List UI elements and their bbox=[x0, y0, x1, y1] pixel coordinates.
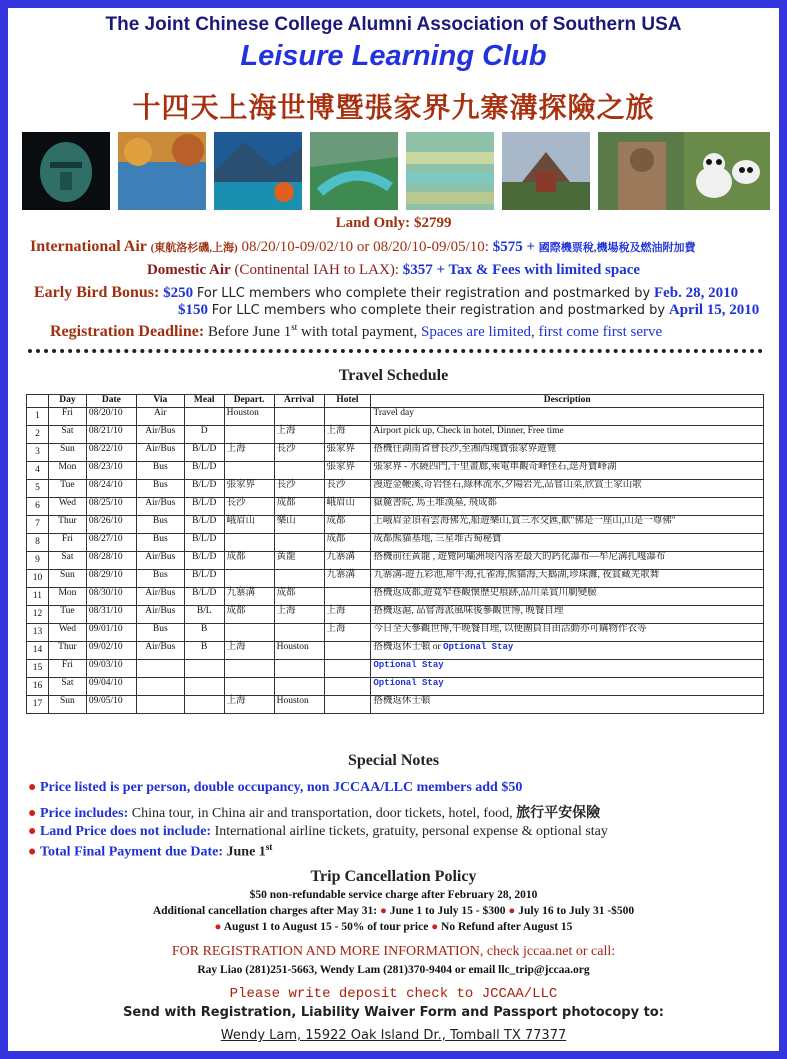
table-row bbox=[27, 408, 764, 426]
mask-photo bbox=[22, 132, 110, 210]
dom-price: $357 + Tax & Fees with limited space bbox=[402, 262, 641, 278]
registration-contacts: Ray Liao (281)251-5663, Wendy Lam (281)370-9404 or email llc_trip@jccaa.org bbox=[197, 964, 590, 976]
early-date2: April 15, 2010 bbox=[668, 302, 760, 318]
row-num: 15 bbox=[27, 660, 49, 678]
early-amt2: $150 bbox=[178, 302, 208, 318]
row-date: 08/24/10 bbox=[86, 480, 136, 498]
desc-text: 搭機返成都,遊寬窄巷觀懷歷史痕跡,品川菜賞川劇變臉 bbox=[373, 588, 597, 598]
intl-dates: 08/20/10-09/02/10 or 08/20/10-09/05/10: bbox=[241, 239, 489, 255]
table-row bbox=[27, 570, 764, 588]
row-description bbox=[371, 624, 764, 642]
col-meal: Meal bbox=[184, 395, 224, 408]
row-meal: D bbox=[184, 426, 224, 444]
early-bird-line2 bbox=[178, 302, 787, 319]
row-num: 17 bbox=[27, 696, 49, 714]
row-date: 08/25/10 bbox=[86, 498, 136, 516]
desc-text: 搭機返滬, 品嘗海派風味後參觀世博, 晚餐自理 bbox=[373, 606, 564, 616]
bullet-icon: ● bbox=[508, 905, 516, 917]
row-hotel: 張家界 bbox=[324, 462, 371, 480]
row-day: Thur bbox=[48, 516, 86, 534]
early-date1: Feb. 28, 2010 bbox=[653, 285, 739, 301]
bullet-icon: ● bbox=[28, 824, 37, 839]
row-arrival: 長沙 bbox=[274, 480, 324, 498]
row-num: 11 bbox=[27, 588, 49, 606]
mailing-address bbox=[8, 1028, 779, 1043]
row-day: Mon bbox=[48, 588, 86, 606]
row-num: 12 bbox=[27, 606, 49, 624]
deadline-text2: with total payment, bbox=[301, 324, 418, 340]
row-num: 6 bbox=[27, 498, 49, 516]
row-via: Air/Bus bbox=[136, 552, 184, 570]
bullet-icon: ● bbox=[28, 806, 37, 821]
row-arrival bbox=[274, 462, 324, 480]
row-date: 09/04/10 bbox=[86, 678, 136, 696]
bullet-icon: ● bbox=[431, 921, 439, 933]
row-num: 14 bbox=[27, 642, 49, 660]
row-day: Thur bbox=[48, 642, 86, 660]
row-depart: 上海 bbox=[224, 696, 274, 714]
table-row bbox=[27, 426, 764, 444]
desc-text: 成都熊貓基地, 三星堆古蜀秘寶 bbox=[373, 534, 502, 544]
row-depart: 上海 bbox=[224, 444, 274, 462]
bullet-icon: ● bbox=[380, 905, 387, 917]
row-meal: B/L/D bbox=[184, 498, 224, 516]
row-day: Sat bbox=[48, 426, 86, 444]
row-via: Bus bbox=[136, 480, 184, 498]
row-description bbox=[371, 516, 764, 534]
schedule-title: Travel Schedule bbox=[338, 367, 449, 384]
row-meal: B bbox=[184, 624, 224, 642]
row-day: Tue bbox=[48, 606, 86, 624]
table-row bbox=[27, 678, 764, 696]
row-day: Sat bbox=[48, 678, 86, 696]
table-row bbox=[27, 444, 764, 462]
dom-label: Domestic Air bbox=[146, 262, 231, 278]
deadline-text1: Before June 1 bbox=[207, 324, 292, 340]
row-meal: B/L/D bbox=[184, 516, 224, 534]
cancellation-line3 bbox=[8, 921, 779, 933]
desc-text: 嶽麓書院, 馬王堆漢墓, 飛成都 bbox=[373, 498, 497, 508]
table-row bbox=[27, 606, 764, 624]
row-num: 7 bbox=[27, 516, 49, 534]
table-row bbox=[27, 660, 764, 678]
cancel-3b: No Refund after August 15 bbox=[441, 921, 573, 933]
intl-air-line bbox=[30, 238, 787, 256]
note-price-includes bbox=[28, 802, 600, 822]
row-via: Air/Bus bbox=[136, 606, 184, 624]
note4-sup: st bbox=[265, 842, 273, 852]
row-meal bbox=[184, 660, 224, 678]
bullet-icon: ● bbox=[214, 921, 222, 933]
row-meal bbox=[184, 408, 224, 426]
row-num: 1 bbox=[27, 408, 49, 426]
deposit-instruction: Please write deposit check to JCCAA/LLC bbox=[229, 986, 558, 1002]
row-day: Mon bbox=[48, 462, 86, 480]
row-arrival bbox=[274, 408, 324, 426]
deadline-note: Spaces are limited, first come first serve bbox=[421, 324, 663, 340]
row-hotel: 張家界 bbox=[324, 444, 371, 462]
row-date: 08/30/10 bbox=[86, 588, 136, 606]
row-meal: B/L bbox=[184, 606, 224, 624]
intl-route: (東航洛杉磯,上海) bbox=[150, 242, 238, 254]
row-meal: B/L/D bbox=[184, 480, 224, 498]
note-final-payment bbox=[28, 842, 272, 861]
note2-cn: 旅行平安保險 bbox=[516, 806, 601, 821]
row-num: 5 bbox=[27, 480, 49, 498]
row-description bbox=[371, 642, 764, 660]
org-title: The Joint Chinese College Alumni Association of Southern USA bbox=[105, 14, 682, 35]
cancel-2b: June 1 to July 15 - $300 bbox=[389, 905, 506, 917]
row-depart: 九寨溝 bbox=[224, 588, 274, 606]
note4-label: Total Final Payment due Date: bbox=[39, 844, 224, 860]
row-hotel: 上海 bbox=[324, 426, 371, 444]
desc-text: 搭機前往黃龍 , 遊覽阿壩洲境內落差最大的鈣化瀑布—牟尼溝扎嘎瀑布 bbox=[373, 552, 666, 562]
row-via: Air/Bus bbox=[136, 588, 184, 606]
row-hotel: 成都 bbox=[324, 534, 371, 552]
row-num: 4 bbox=[27, 462, 49, 480]
row-arrival: 上海 bbox=[274, 426, 324, 444]
note-land-excludes bbox=[28, 824, 608, 840]
row-via: Bus bbox=[136, 462, 184, 480]
row-via: Bus bbox=[136, 516, 184, 534]
cancel-2a: Additional cancellation charges after May 31: bbox=[152, 905, 378, 917]
row-date: 08/22/10 bbox=[86, 444, 136, 462]
row-description bbox=[371, 498, 764, 516]
row-hotel bbox=[324, 642, 371, 660]
optional-stay-label: Optional Stay bbox=[373, 678, 444, 688]
club-title: Leisure Learning Club bbox=[240, 40, 547, 72]
mountain-lake-photo bbox=[214, 132, 302, 210]
row-hotel: 九寨溝 bbox=[324, 570, 371, 588]
land-only-line bbox=[8, 215, 779, 232]
row-date: 08/27/10 bbox=[86, 534, 136, 552]
special-notes-title: Special Notes bbox=[347, 752, 440, 769]
intl-label: International Air bbox=[30, 238, 147, 255]
row-arrival: 成都 bbox=[274, 498, 324, 516]
col-via: Via bbox=[136, 395, 184, 408]
table-row bbox=[27, 462, 764, 480]
row-day: Fri bbox=[48, 408, 86, 426]
row-arrival: 黃龍 bbox=[274, 552, 324, 570]
note2-text: China tour, in China air and transportation, door tickets, hotel, food, bbox=[131, 806, 513, 821]
col-depart: Depart. bbox=[224, 395, 274, 408]
row-meal bbox=[184, 678, 224, 696]
row-day: Sun bbox=[48, 696, 86, 714]
row-via: Air/Bus bbox=[136, 498, 184, 516]
row-description bbox=[371, 606, 764, 624]
row-arrival: Houston bbox=[274, 696, 324, 714]
row-depart: 成都 bbox=[224, 552, 274, 570]
col-hotel: Hotel bbox=[324, 395, 371, 408]
row-date: 08/23/10 bbox=[86, 462, 136, 480]
row-depart bbox=[224, 426, 274, 444]
table-row bbox=[27, 642, 764, 660]
row-hotel: 峨眉山 bbox=[324, 498, 371, 516]
photo-strip bbox=[22, 132, 770, 212]
row-hotel bbox=[324, 588, 371, 606]
table-row bbox=[27, 624, 764, 642]
row-hotel bbox=[324, 696, 371, 714]
row-day: Sun bbox=[48, 570, 86, 588]
table-row bbox=[27, 696, 764, 714]
row-meal: B bbox=[184, 642, 224, 660]
row-depart: Houston bbox=[224, 408, 274, 426]
schedule-table bbox=[26, 394, 764, 714]
row-depart: 峨眉山 bbox=[224, 516, 274, 534]
deadline-sup: st bbox=[291, 322, 298, 332]
address-text: Wendy Lam, 15922 Oak Island Dr., Tomball TX 77377 bbox=[220, 1028, 567, 1043]
row-arrival bbox=[274, 534, 324, 552]
col-description: Description bbox=[371, 395, 764, 408]
row-num: 2 bbox=[27, 426, 49, 444]
row-hotel bbox=[324, 660, 371, 678]
deadline-line bbox=[50, 322, 787, 341]
desc-text: 今日全天參觀世博,午晚餐自理, 以便團員自由活動亦可購物作衣等 bbox=[373, 624, 647, 634]
row-date: 08/29/10 bbox=[86, 570, 136, 588]
optional-stay-label: Optional Stay bbox=[373, 660, 444, 670]
row-depart bbox=[224, 678, 274, 696]
row-description bbox=[371, 552, 764, 570]
row-via: Bus bbox=[136, 570, 184, 588]
row-depart: 上海 bbox=[224, 642, 274, 660]
cancellation-title: Trip Cancellation Policy bbox=[310, 868, 477, 885]
row-depart: 長沙 bbox=[224, 498, 274, 516]
row-via: Air/Bus bbox=[136, 426, 184, 444]
desc-text: 搭機往湖南省會長沙,至湘西瑰寶張家界遊覽 bbox=[373, 444, 557, 454]
row-description bbox=[371, 426, 764, 444]
row-description bbox=[371, 678, 764, 696]
note2-label: Price includes: bbox=[39, 806, 129, 821]
col-arrival: Arrival bbox=[274, 395, 324, 408]
optional-stay-label: Optional Stay bbox=[443, 642, 514, 652]
cancellation-line2 bbox=[8, 905, 779, 917]
table-row bbox=[27, 480, 764, 498]
early-bird-line1 bbox=[34, 284, 787, 302]
row-hotel bbox=[324, 678, 371, 696]
row-arrival: 成都 bbox=[274, 588, 324, 606]
lake-photo bbox=[118, 132, 206, 210]
row-date: 08/31/10 bbox=[86, 606, 136, 624]
row-day: Wed bbox=[48, 624, 86, 642]
row-day: Tue bbox=[48, 480, 86, 498]
row-description bbox=[371, 588, 764, 606]
row-depart bbox=[224, 570, 274, 588]
row-num: 3 bbox=[27, 444, 49, 462]
row-date: 09/05/10 bbox=[86, 696, 136, 714]
bullet-icon: ● bbox=[28, 780, 37, 795]
row-meal bbox=[184, 696, 224, 714]
row-meal: B/L/D bbox=[184, 444, 224, 462]
row-via bbox=[136, 678, 184, 696]
early-amt1: $250 bbox=[163, 285, 194, 301]
row-depart bbox=[224, 660, 274, 678]
desc-text: 搭機返休士頓 bbox=[373, 696, 431, 706]
row-date: 09/01/10 bbox=[86, 624, 136, 642]
row-day: Sun bbox=[48, 444, 86, 462]
row-date: 09/03/10 bbox=[86, 660, 136, 678]
row-num: 8 bbox=[27, 534, 49, 552]
row-meal: B/L/D bbox=[184, 534, 224, 552]
row-date: 09/02/10 bbox=[86, 642, 136, 660]
row-via bbox=[136, 660, 184, 678]
early-text2: For LLC members who complete their registration and postmarked by bbox=[211, 303, 666, 318]
row-arrival bbox=[274, 570, 324, 588]
col-day: Day bbox=[48, 395, 86, 408]
desc-text: Airport pick up, Check in hotel, Dinner, Free time bbox=[373, 426, 564, 436]
desc-text: Travel day bbox=[373, 408, 414, 418]
desc-text: 張家界 - 水繞四門,千里畫廊,乘電車觀奇峰怪石,逕舟寶峰湖 bbox=[373, 462, 617, 472]
row-via: Air/Bus bbox=[136, 444, 184, 462]
col-num bbox=[27, 395, 49, 408]
row-via bbox=[136, 696, 184, 714]
row-arrival: 樂山 bbox=[274, 516, 324, 534]
dom-detail: (Continental IAH to LAX): bbox=[234, 262, 399, 278]
row-description bbox=[371, 444, 764, 462]
land-price: $2799 bbox=[413, 215, 452, 231]
send-instruction: Send with Registration, Liability Waiver Form and Passport photocopy to: bbox=[123, 1005, 664, 1020]
row-arrival: 長沙 bbox=[274, 444, 324, 462]
note3-text: International airline tickets, gratuity, personal expense & optional stay bbox=[214, 824, 608, 839]
row-description bbox=[371, 534, 764, 552]
desc-text: 漫遊金鞭溪,奇岩怪石,綠林流水,夕陽岩光,品嘗山菜,欣賞土家山歌 bbox=[373, 480, 642, 490]
row-num: 16 bbox=[27, 678, 49, 696]
row-hotel: 上海 bbox=[324, 624, 371, 642]
panda-photo bbox=[684, 132, 770, 210]
row-num: 10 bbox=[27, 570, 49, 588]
row-num: 13 bbox=[27, 624, 49, 642]
bullet-icon: ● bbox=[28, 844, 37, 860]
table-row bbox=[27, 588, 764, 606]
row-depart bbox=[224, 534, 274, 552]
row-meal: B/L/D bbox=[184, 588, 224, 606]
early-label: Early Bird Bonus: bbox=[34, 284, 160, 301]
row-via: Air/Bus bbox=[136, 642, 184, 660]
cancel-3a: August 1 to August 15 - 50% of tour price bbox=[223, 921, 429, 933]
land-label: Land Only: bbox=[335, 215, 411, 231]
row-hotel: 成都 bbox=[324, 516, 371, 534]
row-arrival bbox=[274, 678, 324, 696]
registration-heading: FOR REGISTRATION AND MORE INFORMATION, check jccaa.net or call: bbox=[171, 944, 616, 959]
intl-price: $575 + bbox=[492, 239, 536, 255]
dotted-divider bbox=[28, 349, 763, 353]
row-date: 08/20/10 bbox=[86, 408, 136, 426]
row-description bbox=[371, 660, 764, 678]
row-depart: 張家界 bbox=[224, 480, 274, 498]
cancellation-line1: $50 non-refundable service charge after February 28, 2010 bbox=[249, 889, 538, 901]
row-hotel: 九寨溝 bbox=[324, 552, 371, 570]
row-depart bbox=[224, 462, 274, 480]
terraces-photo bbox=[406, 132, 494, 210]
note4-text: June 1 bbox=[226, 844, 266, 860]
intl-note: 國際機票稅,機場稅及燃油附加費 bbox=[538, 242, 696, 254]
table-row bbox=[27, 534, 764, 552]
row-arrival bbox=[274, 624, 324, 642]
row-description bbox=[371, 408, 764, 426]
row-depart: 成都 bbox=[224, 606, 274, 624]
row-depart bbox=[224, 624, 274, 642]
row-day: Wed bbox=[48, 498, 86, 516]
row-date: 08/21/10 bbox=[86, 426, 136, 444]
row-arrival: Houston bbox=[274, 642, 324, 660]
note1-text: Price listed is per person, double occupancy, non JCCAA/LLC members add $50 bbox=[39, 780, 523, 795]
row-date: 08/28/10 bbox=[86, 552, 136, 570]
row-hotel: 長沙 bbox=[324, 480, 371, 498]
col-date: Date bbox=[86, 395, 136, 408]
desc-text: 上峨眉金頂看雲海佛光,船遊樂山,賞三水交匯,歡"佛是一座山,山是一尊佛" bbox=[373, 516, 676, 526]
desc-text: 搭機返休士頓 or bbox=[373, 642, 441, 652]
row-description bbox=[371, 480, 764, 498]
row-arrival bbox=[274, 660, 324, 678]
valley-photo bbox=[310, 132, 398, 210]
row-day: Fri bbox=[48, 660, 86, 678]
row-hotel: 上海 bbox=[324, 606, 371, 624]
row-description bbox=[371, 696, 764, 714]
note-price-listed bbox=[28, 780, 522, 796]
domestic-air-line bbox=[8, 262, 779, 279]
buddha-photo bbox=[598, 132, 686, 210]
row-via: Bus bbox=[136, 624, 184, 642]
table-row bbox=[27, 552, 764, 570]
row-hotel bbox=[324, 408, 371, 426]
deadline-label: Registration Deadline: bbox=[50, 323, 205, 340]
row-meal: B/L/D bbox=[184, 462, 224, 480]
row-day: Fri bbox=[48, 534, 86, 552]
row-via: Bus bbox=[136, 534, 184, 552]
schedule-header-row bbox=[27, 395, 764, 408]
table-row bbox=[27, 516, 764, 534]
cancel-2c: July 16 to July 31 -$500 bbox=[518, 905, 635, 917]
row-description bbox=[371, 570, 764, 588]
row-arrival: 上海 bbox=[274, 606, 324, 624]
temple-photo bbox=[502, 132, 590, 210]
row-meal: B/L/D bbox=[184, 552, 224, 570]
row-description bbox=[371, 462, 764, 480]
note3-label: Land Price does not include: bbox=[39, 824, 212, 839]
early-text1: For LLC members who complete their registration and postmarked by bbox=[196, 286, 651, 301]
row-num: 9 bbox=[27, 552, 49, 570]
row-day: Sat bbox=[48, 552, 86, 570]
row-meal: B/L/D bbox=[184, 570, 224, 588]
desc-text: 九寨溝-遊五彩池,犀牛海,孔雀海,熊貓海,天鵝湖,珍珠灘, 夜賞藏羌歌舞 bbox=[373, 570, 660, 580]
row-via: Air bbox=[136, 408, 184, 426]
row-date: 08/26/10 bbox=[86, 516, 136, 534]
tour-title: 十四天上海世博暨張家界九寨溝探險之旅 bbox=[132, 91, 655, 124]
table-row bbox=[27, 498, 764, 516]
